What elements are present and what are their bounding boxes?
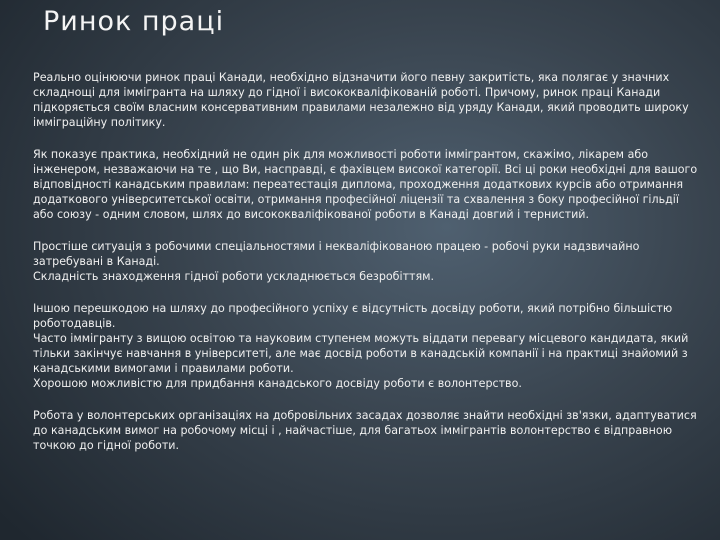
paragraph-volunteering — [33, 408, 701, 453]
paragraph-working-professions — [33, 239, 701, 284]
paragraph-text: Іншою перешкодою на шляху до професійного успіху є відсутність досвіду роботи, який потрібно більшістю роботодавців. — [33, 302, 673, 330]
paragraph-text: Як показує практика, необхідний не один рік для можливості роботи іммігрантом, скажімо, лікарем або інженером, незважаючи на те , що Ви, насправді, є фахівцем високої категорії. Всі ці роки необхідні для вашого відповідності канадським правилам: перeатестація диплома, проходження додаткових курсів або отримання додаткового університетської освіти, отримання професійної ліцензії та схвалення з боку професійної гільдії або союзу - одним словом, шлях до висококваліфікованої роботи в Канаді довгий і тернистий. — [33, 148, 698, 221]
paragraph-qualification-path — [33, 147, 701, 222]
paragraph-text: Хорошою можливістю для придбання канадського досвіду роботи є волонтерство. — [33, 377, 522, 390]
paragraph-text: Реально оцінюючи ринок праці Канади, необхідно відзначити його певну закритість, яка полягає у значних складнощі для іммігранта на шляху до гідної і висококваліфікованій роботі. Причому, ринок праці Канади підкоряється своїм власним консервативним правилами незалежно від уряду Канади, який проводить широку імміграційну політику. — [33, 71, 689, 129]
paragraph-labor-market-closedness — [33, 70, 701, 130]
paragraph-text: Простіше ситуація з робочими спеціальностями і некваліфікованою працею - робочі руки надзвичайно затребувані в Канаді. — [33, 240, 640, 268]
slide-title: Ринок праці — [43, 6, 225, 37]
slide-body — [33, 70, 701, 470]
paragraph-text: Складність знаходження гідної роботи ускладнюється безробіттям. — [33, 270, 435, 283]
paragraph-work-experience — [33, 301, 701, 391]
paragraph-text: Часто іммігранту з вищою освітою та науковим ступенем можуть віддати перевагу місцевого кандидата, який тільки закінчує навчання в університеті, але має досвід роботи в канадській компанії і на практиці знайомий з канадськими вимогами і правилами роботи. — [33, 332, 689, 375]
paragraph-text: Робота у волонтерських організаціях на добровільних засадах дозволяє знайти необхідні зв'язки, адаптуватися до канадським вимог на робочому місці і , найчастіше, для багатьох іммігрантів волонтерство є відправною точкою до гідної роботи. — [33, 409, 697, 452]
